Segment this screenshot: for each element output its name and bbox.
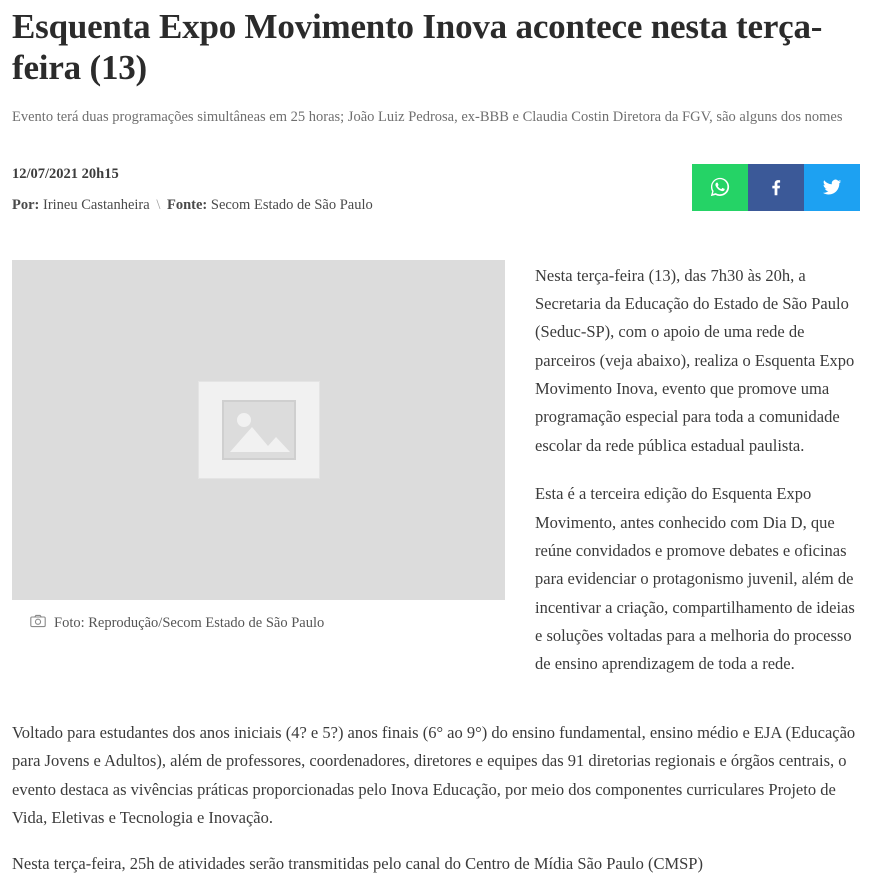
publish-timestamp: 12/07/2021 20h15 bbox=[12, 165, 119, 182]
byline-separator: \ bbox=[156, 196, 161, 213]
figure-caption bbox=[12, 614, 505, 633]
paragraph: Esta é a terceira edição do Esquenta Expo Movimento, antes conhecido com Dia D, que reúne convidados e promove debates e oficinas para evidenciar o protagonismo juvenil, além de incentivar a criação, compartilhamento de ideias e soluções voltadas para a melhoria do processo de ensino aprendizagem de toda a rede. bbox=[535, 484, 855, 674]
facebook-icon bbox=[765, 176, 787, 198]
share-bar bbox=[692, 164, 860, 211]
twitter-share-button[interactable] bbox=[804, 164, 860, 211]
article-body-bottom bbox=[12, 719, 860, 879]
article-subhead: Evento terá duas programações simultâneas em 25 horas; João Luiz Pedrosa, ex-BBB e Claudia Costin Diretora da FGV, são alguns dos nomes bbox=[12, 108, 843, 125]
intro-column bbox=[505, 260, 860, 699]
source-label: Fonte: bbox=[166, 196, 208, 213]
paragraph: Nesta terça-feira (13), das 7h30 às 20h, a Secretaria da Educação do Estado de São Paulo (Seduc-SP), com o apoio de uma rede de parceiros (veja abaixo), realiza o Esquenta Expo Movimento Inova, evento que promove uma programação especial para toda a comunidade escolar da rede pública estadual paulista. bbox=[535, 265, 855, 455]
author-name[interactable]: Irineu Castanheira bbox=[43, 196, 150, 213]
facebook-share-button[interactable] bbox=[748, 164, 804, 211]
article-body-top bbox=[12, 260, 860, 699]
whatsapp-share-button[interactable] bbox=[692, 164, 748, 211]
source-name[interactable]: Secom Estado de São Paulo bbox=[210, 196, 373, 213]
author-label: Por: bbox=[12, 196, 40, 213]
figure-caption-text: Foto: Reprodução/Secom Estado de São Paulo bbox=[54, 614, 325, 631]
twitter-icon bbox=[821, 176, 843, 198]
article-meta bbox=[12, 166, 860, 228]
page-title: Esquenta Expo Movimento Inova acontece nesta terça-feira (13) bbox=[12, 7, 823, 88]
image-placeholder-icon bbox=[198, 381, 320, 479]
whatsapp-icon bbox=[709, 176, 731, 198]
article-image bbox=[12, 260, 505, 600]
article-figure bbox=[12, 260, 505, 633]
paragraph: Nesta terça-feira, 25h de atividades serão transmitidas pelo canal do Centro de Mídia São Paulo (CMSP) bbox=[12, 854, 703, 874]
paragraph: Voltado para estudantes dos anos iniciais (4? e 5?) anos finais (6° ao 9°) do ensino fundamental, ensino médio e EJA (Educação para Jovens e Adultos), além de professores, coordenadores, diretores e equipes das 91 diretorias regionais e órgãos centrais, o evento destaca as vivências práticas proporcionadas pelo Inova Educação, por meio dos componentes curriculares Projeto de Vida, Eletivas e Tecnologia e Inovação. bbox=[12, 722, 856, 827]
camera-icon bbox=[30, 614, 46, 633]
